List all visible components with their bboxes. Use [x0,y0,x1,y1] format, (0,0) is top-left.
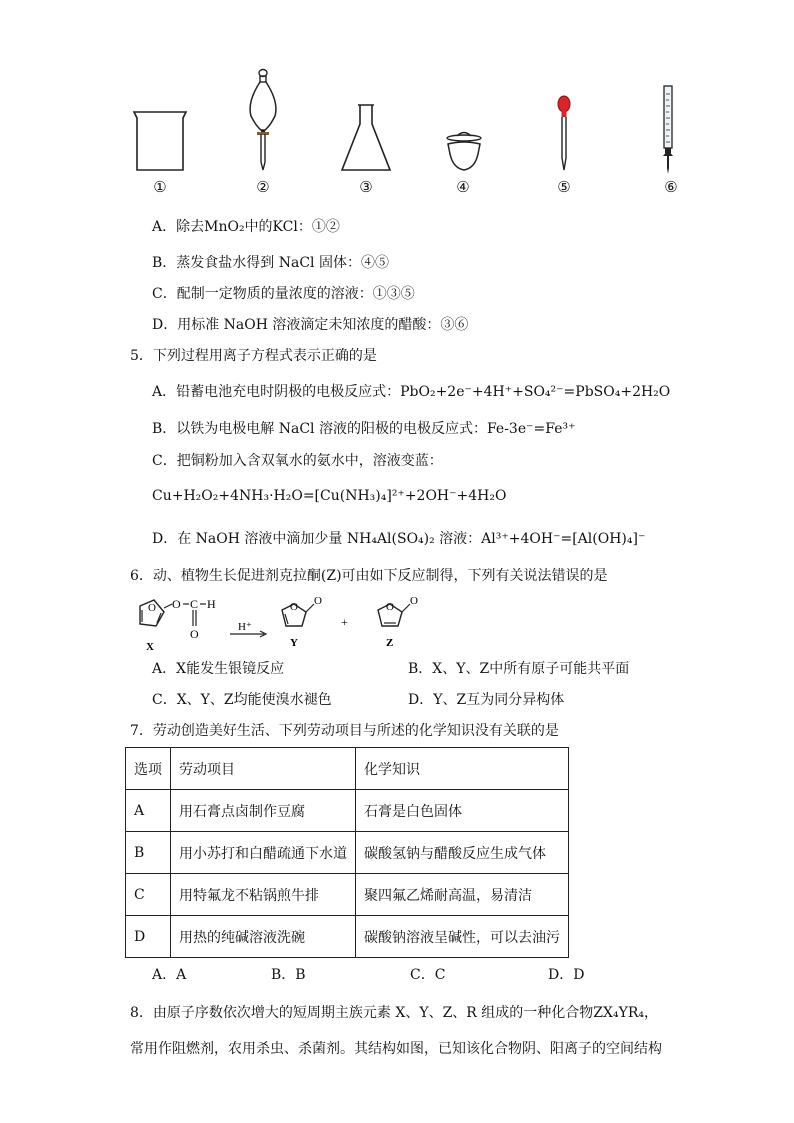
separatory-funnel-drawing [243,66,283,176]
table-cell: 用特氟龙不粘锅煎牛排 [171,874,356,916]
table-header-cell: 劳动项目 [171,748,356,790]
q5-option-d: D．在 NaOH 溶液中滴加少量 NH₄Al(SO₄)₂ 溶液：Al³⁺+4OH⁻=[Al(OH)₄]⁻ [152,531,646,547]
q6-option-a: A．X能发生银镜反应 [152,661,285,677]
q4-option-c: C．配制一定物质的量浓度的溶液：①③⑤ [152,286,415,302]
table-cell: C [126,874,171,916]
table-row [126,916,569,958]
beaker-drawing [128,108,192,176]
y-label: Y [290,637,298,649]
plus-sign: + [341,615,348,629]
z-carbonyl-o: O [410,595,418,607]
dropper-drawing [553,94,575,176]
q4-option-b: B．蒸发食盐水得到 NaCl 固体：④⑤ [152,255,389,271]
catalyst-label: H⁺ [238,621,252,633]
q7-option-c: C．C [410,967,446,983]
q8-line-1: 8．由原子序数依次增大的短周期主族元素 X、Y、Z、R 组成的一种化合物ZX₄YR₄， [130,1005,658,1021]
q7-option-b: B．B [271,967,306,983]
table-cell: A [126,790,171,832]
q6-stem: 6．动、植物生长促进剂克拉酮(Z)可由如下反应制得，下列有关说法错误的是 [130,568,608,584]
q5-option-c: C．把铜粉加入含双氧水的氨水中，溶液变蓝： [152,453,443,469]
z-label: Z [386,637,394,649]
q5-option-a: A．铅蓄电池充电时阴极的电极反应式：PbO₂+2e⁻+4H⁺+SO₄²⁻=PbSO₄+2H₂O [152,384,671,400]
x-label: X [146,641,154,653]
apparatus-label-5: ⑤ [557,178,571,196]
q6-option-c: C．X、Y、Z均能使溴水褪色 [152,692,332,708]
q6-option-d: D．Y、Z互为同分异构体 [408,692,565,708]
q7-table [125,747,569,958]
apparatus-label-3: ③ [359,178,373,196]
table-header-cell: 化学知识 [356,748,569,790]
burette-drawing [657,84,679,178]
table-header-row [126,748,569,790]
reaction-arrow [230,621,266,637]
x-ester-o: O [172,597,181,611]
table-row [126,832,569,874]
table-cell: B [126,832,171,874]
y-ring-o: O [290,601,298,613]
table-cell: 碳酸氢钠与醋酸反应生成气体 [356,832,569,874]
crucible-drawing [443,128,485,176]
table-cell: 用小苏打和白醋疏通下水道 [171,832,356,874]
q5-option-c-equation: Cu+H₂O₂+4NH₃·H₂O=[Cu(NH₃)₄]²⁺+2OH⁻+4H₂O [152,488,507,504]
q6-option-b: B．X、Y、Z中所有原子可能共平面 [408,661,630,677]
q7-stem: 7．劳动创造美好生活、下列劳动项目与所述的化学知识没有关联的是 [130,723,559,739]
q5-stem: 5．下列过程用离子方程式表示正确的是 [130,348,377,364]
molecule-z [378,595,418,649]
x-carbonyl-o: O [190,627,199,641]
conical-flask-drawing [338,102,394,176]
molecule-x [140,597,216,653]
x-carbon: C [190,597,199,611]
table-header-cell: 选项 [126,748,171,790]
table-cell: 用石膏点卤制作豆腐 [171,790,356,832]
apparatus-label-2: ② [256,178,270,196]
x-hydrogen: H [207,597,216,611]
table-cell: D [126,916,171,958]
q4-option-a: A．除去MnO₂中的KCl：①② [152,219,340,235]
table-cell: 用热的纯碱溶液洗碗 [171,916,356,958]
reaction-scheme [126,592,446,656]
apparatus-label-1: ① [153,178,167,196]
q8-line-2: 常用作阻燃剂，农用杀虫、杀菌剂。其结构如图，已知该化合物阴、阳离子的空间结构 [130,1041,662,1057]
apparatus-label-6: ⑥ [664,178,678,196]
table-cell: 碳酸钠溶液呈碱性，可以去油污 [356,916,569,958]
table-cell: 石膏是白色固体 [356,790,569,832]
x-ring-o: O [148,602,156,614]
table-cell: 聚四氟乙烯耐高温，易清洁 [356,874,569,916]
table-row [126,790,569,832]
q4-option-d: D．用标准 NaOH 溶液滴定未知浓度的醋酸：③⑥ [152,317,469,333]
y-carbonyl-o: O [314,595,322,607]
apparatus-label-4: ④ [456,178,470,196]
z-ring-o: O [386,601,394,613]
q7-option-a: A．A [152,967,187,983]
q5-option-b: B．以铁为电极电解 NaCl 溶液的阳极的电极反应式：Fe-3e⁻=Fe³⁺ [152,421,576,437]
q7-option-d: D．D [548,967,585,983]
molecule-y [282,595,322,649]
table-row [126,874,569,916]
